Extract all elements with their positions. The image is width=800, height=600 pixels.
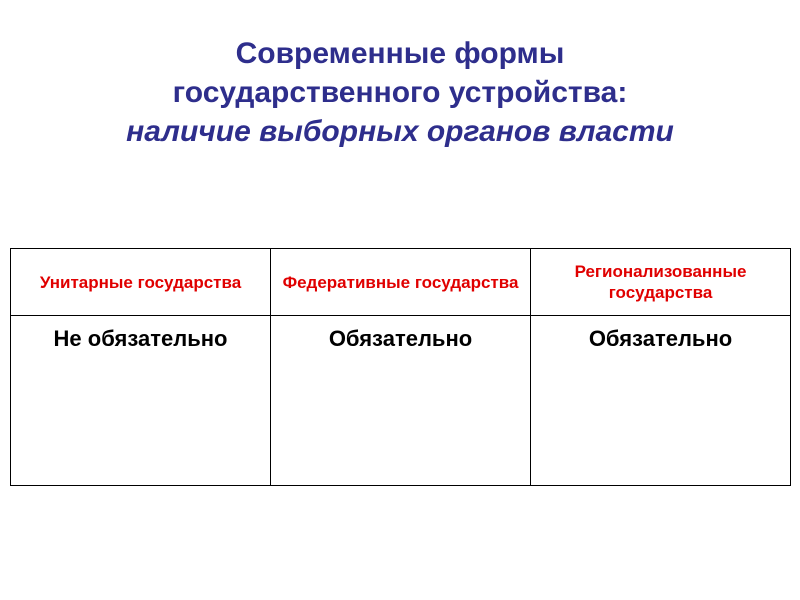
slide-title xyxy=(0,34,800,151)
cell-federal: Обязательно xyxy=(271,316,531,486)
header-unitary xyxy=(11,249,271,316)
state-forms-table xyxy=(10,248,791,486)
header-unitary-label: Унитарные государства xyxy=(39,272,242,292)
cell-regionalized: Обязательно xyxy=(531,316,791,486)
table-row xyxy=(11,316,791,486)
title-line-3: наличие выборных органов власти xyxy=(126,115,674,148)
header-regionalized xyxy=(531,249,791,316)
header-regionalized-label: Регионализованные государства xyxy=(574,262,747,302)
header-federal-label: Федеративные государства xyxy=(282,272,519,292)
title-line-2: государственного устройства: xyxy=(172,76,628,109)
title-line-1: Современные формы xyxy=(235,37,565,70)
table-header-row xyxy=(11,249,791,316)
header-federal xyxy=(271,249,531,316)
cell-unitary: Не обязательно xyxy=(11,316,271,486)
